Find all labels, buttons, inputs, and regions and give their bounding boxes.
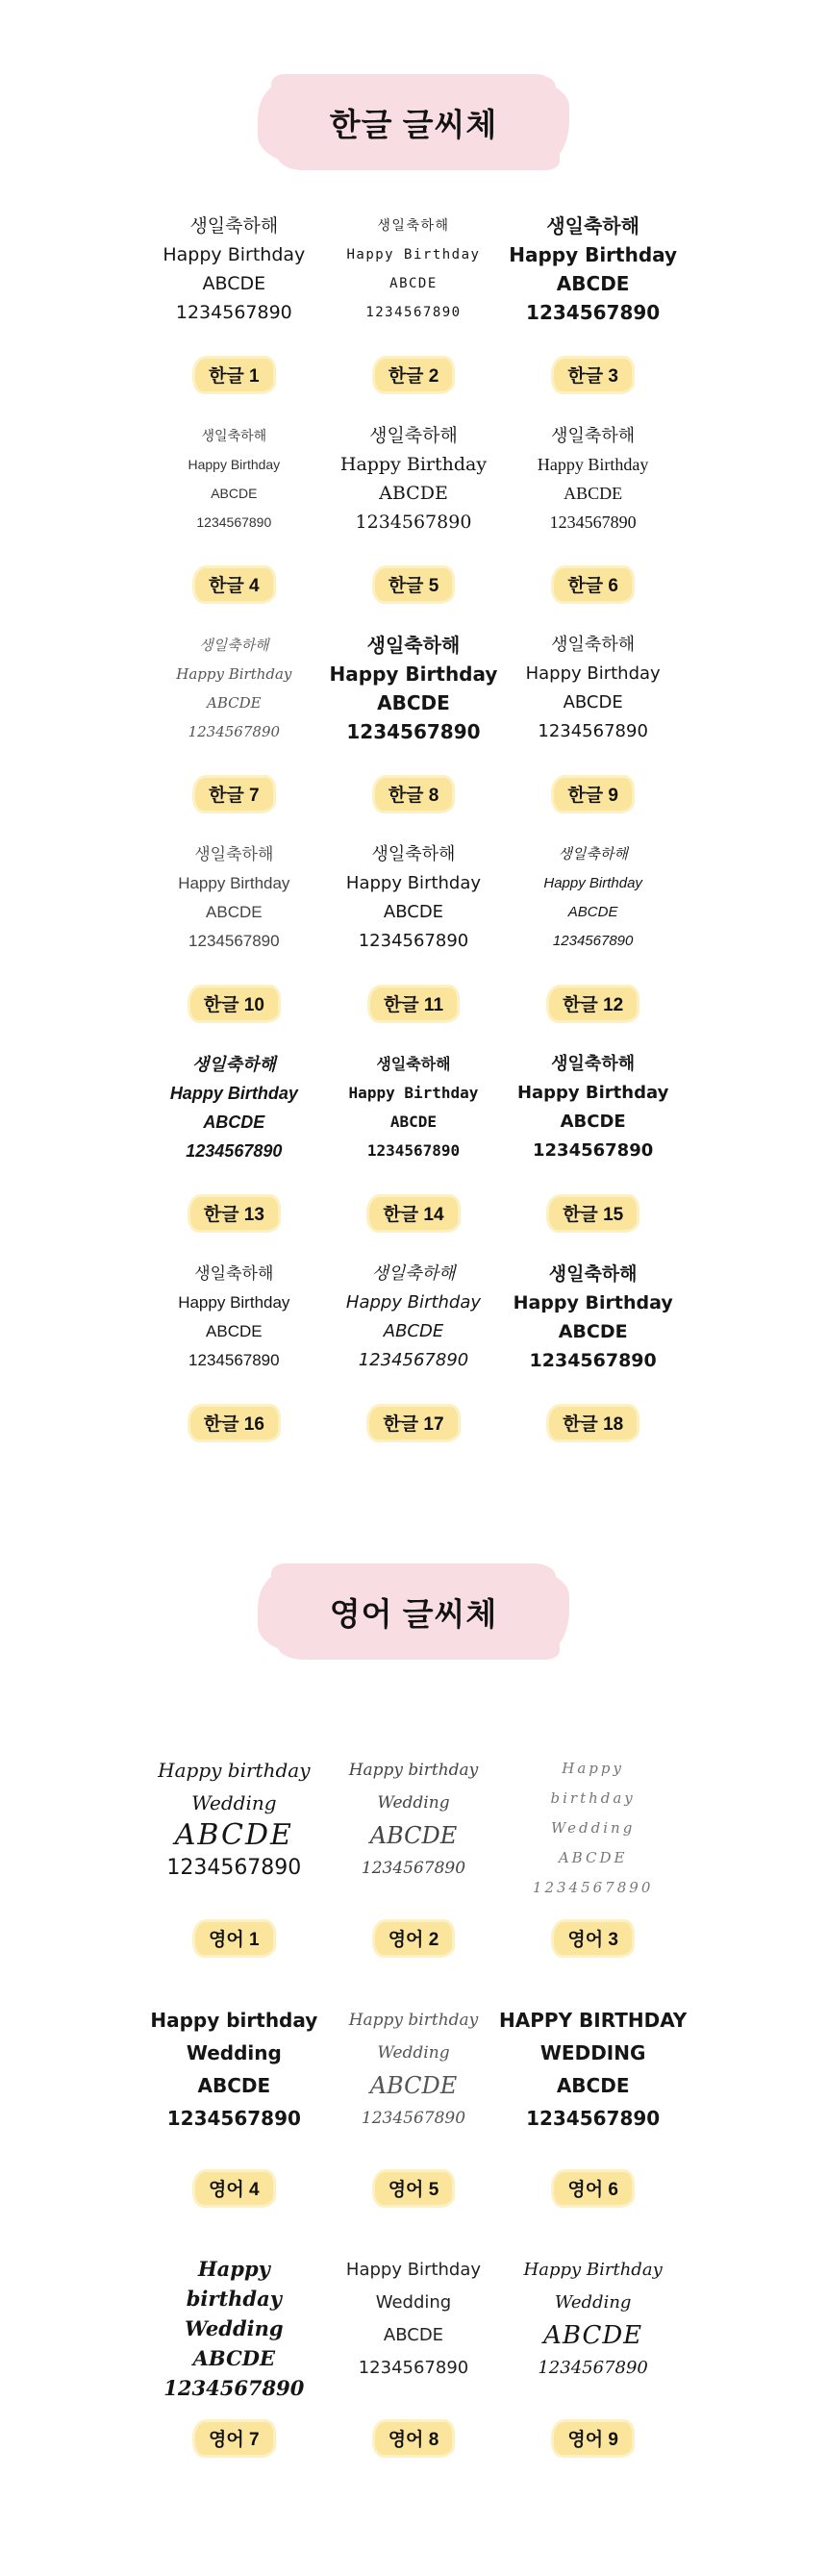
sample-line: Happy Birthday [178,874,290,892]
sample-line: 1234567890 [186,1141,283,1161]
sample-line: Happy Birthday [188,457,281,472]
font-sample-e5 [324,2004,504,2208]
font-label-badge-k8: 한글 8 [372,775,456,813]
sample-line: Happy Birthday [537,455,649,474]
sample-line: 생일축하해 [551,426,636,445]
font-sample-text-k9 [526,631,661,746]
sample-line: 생일축하해 [369,425,458,446]
font-sample-e2 [324,1754,504,1958]
font-sample-e6 [499,2004,688,2208]
english-font-section [144,1569,688,2458]
font-sample-e7 [144,2254,324,2458]
font-sample-text-e2 [349,1754,479,1885]
font-sample-text-k14 [349,1050,479,1165]
sample-line: ABCDE [197,2074,271,2097]
sample-line: 생일축하해 [371,844,456,864]
sample-line: 1234567890 [361,1859,466,1878]
font-catalog-page [144,0,688,2458]
font-sample-k8 [324,631,504,813]
sample-line: ABCDE [211,486,258,501]
font-sample-k1 [144,212,324,394]
font-sample-k15 [503,1050,683,1233]
sample-line: ABCDE [174,1818,293,1852]
font-sample-text-k11 [346,840,481,956]
font-label-badge-k18: 한글 18 [546,1404,639,1442]
font-sample-text-k6 [538,421,648,537]
sample-line: Happy Birthday [523,2260,663,2280]
sample-line: ABCDE [389,276,438,291]
font-sample-e8 [324,2254,504,2458]
sample-line: Happy Birthday [516,1083,669,1103]
font-sample-k9 [503,631,683,813]
font-sample-text-k1 [163,212,305,327]
korean-section-header-blob [258,80,569,164]
font-sample-text-k2 [346,212,480,327]
sample-line: ABCDE [379,483,448,504]
font-label-badge-k15: 한글 15 [546,1194,639,1233]
font-label-badge-k3: 한글 3 [551,356,635,394]
font-sample-text-e9 [524,2254,663,2385]
sample-line: 1234567890 [532,1879,654,1896]
english-section-header-blob [258,1569,569,1654]
sample-line: 생일축하해 [371,1263,456,1284]
sample-line: Happy Birthday [345,2260,482,2280]
font-sample-e4 [144,2004,324,2208]
sample-line: Happy Birthday [543,875,642,891]
font-label-badge-e9: 영어 9 [551,2419,635,2458]
sample-line: ABCDE [202,273,266,294]
sample-line: 1234567890 [533,1140,654,1161]
sample-line: 1234567890 [166,1856,302,1880]
font-sample-text-e4 [150,2004,317,2135]
sample-line: ABCDE [369,2072,458,2099]
hangul-row-1 [144,212,683,394]
font-label-badge-e2: 영어 2 [372,1919,456,1958]
sample-line: 1234567890 [365,305,462,320]
sample-line: ABCDE [563,692,623,713]
sample-line: 1234567890 [358,931,469,951]
font-sample-k12 [503,840,683,1023]
font-label-badge-e5: 영어 5 [372,2169,456,2208]
sample-line: 1234567890 [188,932,280,950]
sample-line: Happy birthday [158,1759,311,1782]
font-sample-k6 [503,421,683,604]
font-label-badge-e6: 영어 6 [551,2169,635,2208]
font-sample-k16 [144,1260,324,1442]
font-label-badge-k2: 한글 2 [372,356,456,394]
sample-line: 1234567890 [355,512,472,533]
sample-line: birthday [550,1789,636,1807]
sample-line: 1234567890 [196,514,272,530]
sample-line: Wedding [377,2043,450,2063]
font-sample-text-k8 [330,631,498,746]
font-sample-text-k18 [514,1260,673,1375]
sample-line: Happy [197,2257,270,2281]
font-sample-k7 [144,631,324,813]
font-sample-text-k7 [176,631,291,746]
font-sample-k4 [144,421,324,604]
sample-line: 1234567890 [188,1351,280,1369]
sample-line: 1234567890 [188,723,281,740]
sample-line: 1234567890 [346,720,481,743]
font-label-badge-k14: 한글 14 [366,1194,460,1233]
font-sample-k2 [324,212,504,394]
hangul-row-4 [144,840,683,1023]
sample-line: 1234567890 [552,933,634,949]
sample-line: Happy Birthday [346,247,481,263]
korean-font-section [144,80,683,1442]
sample-line: Happy Birthday [176,665,292,683]
sample-line: Wedding [186,2041,282,2064]
font-sample-text-k13 [170,1050,298,1165]
sample-line: ABCDE [560,1112,626,1132]
hangul-row-5 [144,1050,683,1233]
font-label-badge-e8: 영어 8 [372,2419,456,2458]
sample-line: 생일축하해 [376,1055,451,1073]
font-label-badge-k7: 한글 7 [192,775,276,813]
sample-line: Happy birthday [348,2011,479,2030]
font-sample-e1 [144,1754,324,1958]
sample-line: Happy [562,1760,624,1777]
hangul-row-6 [144,1260,683,1442]
sample-line: ABCDE [564,484,623,503]
font-sample-k11 [324,840,504,1023]
font-sample-k13 [144,1050,324,1233]
font-sample-k3 [503,212,683,394]
sample-line: ABCDE [383,2325,444,2345]
font-label-badge-k1: 한글 1 [192,356,276,394]
font-label-badge-k13: 한글 13 [188,1194,281,1233]
sample-line: ABCDE [543,2321,643,2350]
sample-line: 1234567890 [361,2109,466,2128]
font-label-badge-k6: 한글 6 [551,565,635,604]
english-row-2 [144,2004,688,2208]
font-sample-text-k5 [340,421,487,537]
font-sample-k18 [503,1260,683,1442]
sample-line: Happy Birthday [329,663,498,686]
english-row-3 [144,2254,683,2458]
sample-line: Happy Birthday [513,1292,673,1313]
sample-line: 생일축하해 [366,634,461,657]
sample-line: ABCDE [558,1321,628,1342]
sample-line: ABCDE [377,691,450,714]
sample-line: 생일축하해 [194,1264,274,1283]
font-sample-text-e6 [499,2004,687,2135]
font-label-badge-k4: 한글 4 [192,565,276,604]
font-label-badge-e3: 영어 3 [551,1919,635,1958]
sample-line: 생일축하해 [199,637,269,654]
sample-line: Happy Birthday [163,244,306,265]
font-sample-text-k4 [188,421,280,537]
sample-line: ABCDE [207,694,262,712]
sample-line: 1234567890 [538,2358,648,2378]
sample-line: Happy birthday [348,1761,479,1780]
font-sample-text-k16 [178,1260,289,1375]
sample-line: Wedding [375,2292,452,2313]
font-label-badge-k12: 한글 12 [546,985,639,1023]
font-sample-text-k15 [517,1050,668,1165]
korean-section-title: 한글 글씨체 [329,106,498,142]
font-sample-text-e7 [163,2254,304,2403]
sample-line: 1234567890 [549,513,637,532]
sample-line: 1234567890 [358,1350,469,1370]
font-sample-k5 [324,421,504,604]
sample-line: ABCDE [206,903,263,921]
font-sample-text-k17 [346,1260,481,1375]
sample-line: ABCDE [203,1113,265,1132]
font-label-badge-k9: 한글 9 [551,775,635,813]
sample-line: 생일축하해 [551,1054,636,1074]
sample-line: HAPPY BIRTHDAY [499,2009,688,2032]
korean-font-grid [144,212,683,1442]
sample-line: WEDDING [539,2041,646,2064]
sample-line: Happy Birthday [169,1084,298,1103]
sample-line: birthday [186,2287,282,2311]
font-sample-text-k3 [509,212,677,327]
sample-line: 생일축하해 [191,1055,276,1074]
sample-line: 생일축하해 [546,214,639,238]
font-label-badge-e4: 영어 4 [192,2169,276,2208]
sample-line: 1234567890 [166,2107,301,2130]
sample-line: Happy Birthday [525,663,661,684]
font-label-badge-k11: 한글 11 [367,985,460,1023]
sample-line: ABCDE [567,904,618,920]
font-sample-text-e1 [158,1754,310,1885]
sample-line: 생일축하해 [558,846,628,863]
font-sample-text-e5 [349,2004,479,2135]
sample-line: Happy Birthday [178,1293,290,1312]
sample-line: Wedding [377,1793,450,1813]
font-label-badge-k5: 한글 5 [372,565,456,604]
font-label-badge-e1: 영어 1 [192,1919,276,1958]
hangul-row-2 [144,421,683,604]
sample-line: 1234567890 [529,1350,657,1371]
sample-line: 1234567890 [538,721,648,741]
sample-line: Happy Birthday [509,243,678,266]
font-sample-text-e8 [346,2254,481,2385]
font-sample-k17 [324,1260,504,1442]
font-label-badge-k16: 한글 16 [188,1404,281,1442]
font-sample-text-k10 [178,840,289,956]
sample-line: ABCDE [556,272,630,295]
sample-line: 생일축하해 [201,428,267,443]
sample-line: Happy Birthday [345,1292,482,1313]
english-font-grid [144,1754,688,2458]
hangul-row-3 [144,631,683,813]
sample-line: 생일축하해 [189,215,279,237]
sample-line: 생일축하해 [551,635,636,655]
sample-line: 생일축하해 [377,218,450,234]
english-row-1 [144,1754,683,1958]
sample-line: 1234567890 [163,2376,305,2400]
sample-line: 1234567890 [175,302,292,323]
font-sample-k14 [324,1050,504,1233]
sample-line: Happy Birthday [339,454,488,475]
english-section-title: 영어 글씨체 [329,1595,498,1632]
sample-line: ABCDE [389,1113,438,1131]
font-label-badge-k17: 한글 17 [366,1404,460,1442]
sample-line: ABCDE [369,1822,458,1849]
sample-line: 생일축하해 [548,1263,638,1285]
sample-line: Happy Birthday [345,873,482,893]
sample-line: 1234567890 [366,1141,461,1160]
sample-line: ABCDE [558,1849,628,1866]
font-label-badge-k10: 한글 10 [188,985,281,1023]
font-sample-e3 [503,1754,683,1958]
font-sample-text-e3 [533,1754,653,1903]
sample-line: 1234567890 [526,2107,661,2130]
sample-line: 생일축하해 [194,845,274,863]
font-sample-e9 [503,2254,683,2458]
sample-line: Happy Birthday [348,1084,479,1102]
sample-line: Wedding [550,1819,636,1837]
sample-line: 1234567890 [526,301,661,324]
sample-line: ABCDE [383,1321,444,1341]
sample-line: ABCDE [383,902,444,922]
sample-line: Wedding [185,2316,284,2340]
sample-line: Wedding [554,2292,632,2313]
sample-line: Happy birthday [150,2009,318,2032]
font-sample-k10 [144,840,324,1023]
font-sample-text-k12 [543,840,642,956]
sample-line: Wedding [191,1791,277,1814]
font-label-badge-e7: 영어 7 [192,2419,276,2458]
sample-line: 1234567890 [358,2358,469,2378]
sample-line: ABCDE [556,2074,630,2097]
sample-line: ABCDE [192,2346,276,2370]
sample-line: ABCDE [206,1322,263,1340]
